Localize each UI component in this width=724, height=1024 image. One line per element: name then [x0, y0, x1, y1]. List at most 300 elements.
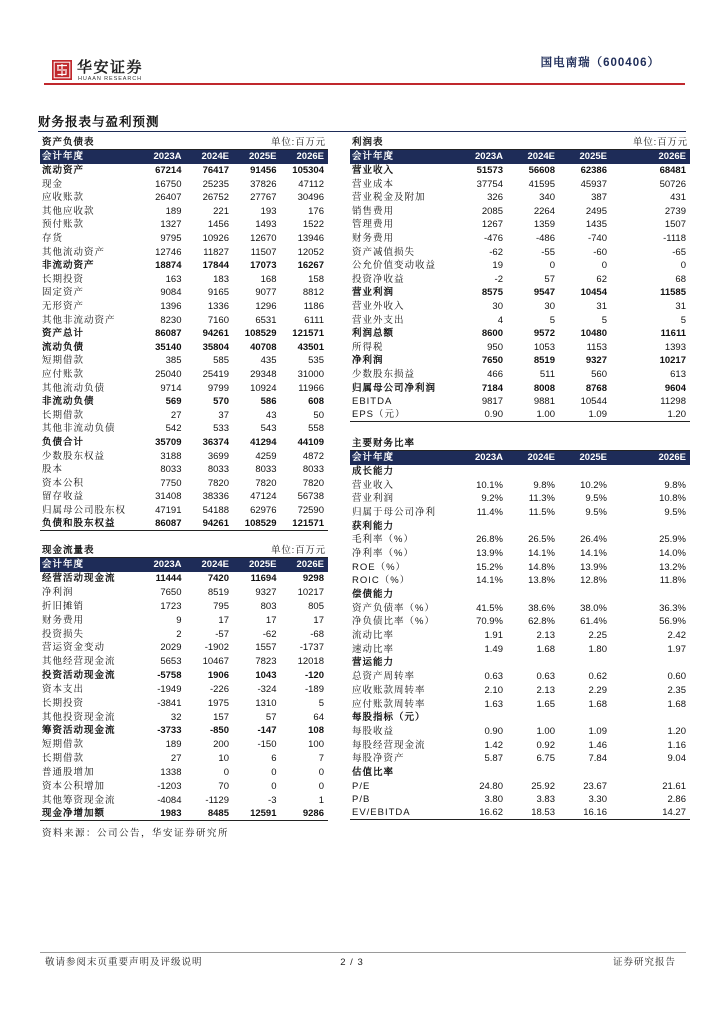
value-cell: 11827: [203, 246, 229, 258]
value-cell: 40708: [250, 341, 277, 353]
value-cell: 1.68: [536, 643, 555, 655]
ratios-row: [350, 547, 690, 561]
table-header-row: [40, 150, 328, 164]
value-cell: 14.27: [662, 807, 686, 819]
row-label: 现金: [42, 178, 64, 190]
row-label: 营业利润: [352, 493, 395, 505]
company-title: 国电南瑞（600406）: [540, 57, 660, 69]
unit-label: 单位:百万元: [271, 545, 326, 557]
ratios-row: [350, 533, 690, 547]
value-cell: 11.3%: [528, 493, 555, 505]
row-label: 营运能力: [352, 657, 395, 669]
cash-flow-row: [40, 780, 328, 794]
row-label: 长期投资: [42, 273, 85, 285]
value-cell: 62386: [580, 165, 607, 177]
value-cell: 47112: [298, 178, 324, 190]
value-cell: 6531: [255, 314, 277, 326]
balance-sheet-row: [40, 517, 328, 531]
value-cell: 9286: [302, 808, 324, 820]
row-label: EBITDA: [352, 396, 393, 408]
header-year: 2024E: [527, 452, 555, 464]
value-cell: [507, 711, 559, 725]
value-cell: 8519: [533, 355, 555, 367]
ratios-row: [350, 574, 690, 588]
value-cell: 31: [596, 300, 607, 312]
value-cell: 19: [492, 260, 503, 272]
value-cell: 94261: [202, 517, 229, 529]
balance-sheet-row: [40, 327, 328, 341]
value-cell: 8033: [302, 464, 324, 476]
cash-flow-row: [40, 766, 328, 780]
row-label: 长期投资: [42, 697, 85, 709]
value-cell: 13.9%: [580, 561, 607, 573]
value-cell: [611, 465, 690, 479]
balance-sheet-row: [40, 504, 328, 518]
row-label: 资产总计: [42, 328, 85, 340]
value-cell: 8230: [160, 314, 182, 326]
row-label: 资本公积: [42, 477, 85, 489]
row-label: 估值比率: [352, 766, 395, 778]
value-cell: -4084: [157, 794, 182, 806]
header-year: 2023A: [153, 559, 182, 571]
balance-sheet-row: [40, 205, 328, 219]
income-statement-row: [350, 178, 690, 192]
cash-flow-row: [40, 669, 328, 683]
value-cell: [559, 656, 611, 670]
value-cell: 9.8%: [533, 479, 555, 491]
table-title-row: [40, 137, 328, 150]
value-cell: 36.3%: [659, 602, 686, 614]
balance-sheet-row: [40, 218, 328, 232]
value-cell: 47191: [155, 504, 182, 516]
value-cell: 558: [308, 423, 324, 435]
balance-sheet-row: [40, 395, 328, 409]
row-label: 现金净增加额: [42, 808, 106, 820]
balance-sheet-row: [40, 368, 328, 382]
header-year: 2026E: [296, 559, 324, 571]
value-cell: 189: [165, 739, 182, 751]
value-cell: 8575: [481, 287, 503, 299]
ratios-row: [350, 711, 690, 725]
value-cell: 2.13: [536, 684, 555, 696]
value-cell: 385: [165, 355, 182, 367]
value-cell: -5758: [157, 670, 182, 682]
balance-sheet-row: [40, 449, 328, 463]
row-label: 应收账款: [42, 192, 85, 204]
value-cell: 11966: [298, 382, 324, 394]
value-cell: 21.61: [662, 780, 686, 792]
footer-disclaimer: 敬请参阅末页重要声明及评级说明: [45, 957, 203, 968]
value-cell: 27: [170, 753, 182, 765]
value-cell: 41595: [528, 178, 555, 190]
value-cell: 1.68: [588, 698, 607, 710]
value-cell: 1723: [160, 600, 182, 612]
data-source-note: 资料来源：公司公告，华安证券研究所: [42, 828, 230, 839]
cash-flow-row: [40, 724, 328, 738]
cash-flow-row: [40, 738, 328, 752]
ratios-row: [350, 629, 690, 643]
value-cell: 8033: [160, 464, 182, 476]
row-label: 流动比率: [352, 630, 395, 642]
value-cell: -147: [257, 725, 277, 737]
value-cell: -1203: [157, 780, 182, 792]
value-cell: [457, 520, 507, 534]
row-label: 投资活动现金流: [42, 670, 116, 682]
header-year: 2024E: [527, 151, 555, 163]
value-cell: 37826: [250, 178, 277, 190]
value-cell: 466: [487, 368, 503, 380]
value-cell: 16750: [155, 178, 182, 190]
value-cell: [559, 520, 611, 534]
value-cell: 1507: [664, 219, 686, 231]
value-cell: 57: [544, 273, 555, 285]
value-cell: 7650: [481, 355, 503, 367]
value-cell: 10.1%: [476, 479, 503, 491]
row-label: 所得税: [352, 341, 384, 353]
row-label: 每股经营现金流: [352, 739, 426, 751]
value-cell: 9817: [481, 396, 503, 408]
value-cell: 2085: [481, 205, 503, 217]
row-label: 归属母公司净利润: [352, 382, 437, 394]
value-cell: 10480: [580, 328, 607, 340]
row-label: ROIC（%）: [352, 575, 411, 587]
value-cell: -62: [262, 628, 277, 640]
value-cell: 1.00: [536, 725, 555, 737]
value-cell: 70: [218, 780, 229, 792]
value-cell: -150: [257, 739, 277, 751]
value-cell: 533: [213, 423, 229, 435]
value-cell: 9.04: [667, 753, 686, 765]
row-label: 负债合计: [42, 436, 85, 448]
value-cell: 586: [260, 396, 277, 408]
row-label: 净负债比率（%）: [352, 616, 435, 628]
value-cell: 9298: [302, 573, 324, 585]
balance-sheet-row: [40, 178, 328, 192]
value-cell: 41294: [250, 436, 277, 448]
row-label: EPS（元）: [352, 409, 406, 421]
row-label: 净利率（%）: [352, 548, 414, 560]
table-title-row: [350, 137, 690, 150]
header-label: 会计年度: [352, 452, 395, 464]
value-cell: 1522: [302, 219, 324, 231]
value-cell: 1557: [255, 642, 277, 654]
value-cell: [559, 766, 611, 780]
cash-flow-row: [40, 794, 328, 808]
table-body: [40, 572, 328, 821]
value-cell: 7823: [255, 656, 277, 668]
cash-flow-row: [40, 683, 328, 697]
value-cell: 26407: [155, 192, 182, 204]
value-cell: 1.80: [588, 643, 607, 655]
table-body: [350, 465, 690, 820]
income-statement-row: [350, 300, 690, 314]
ratios-row: [350, 602, 690, 616]
value-cell: 26.8%: [476, 534, 503, 546]
value-cell: -3733: [157, 725, 182, 737]
balance-sheet-row: [40, 232, 328, 246]
value-cell: 86087: [155, 517, 182, 529]
value-cell: 221: [213, 205, 229, 217]
row-label: 其他应收款: [42, 205, 95, 217]
value-cell: 2.10: [484, 684, 503, 696]
value-cell: 543: [260, 423, 277, 435]
value-cell: 1435: [585, 219, 607, 231]
logo-subtitle: HUAAN RESEARCH: [78, 76, 142, 82]
balance-sheet-row: [40, 259, 328, 273]
value-cell: 10467: [202, 656, 229, 668]
value-cell: 105304: [292, 165, 324, 177]
value-cell: 0: [318, 780, 324, 792]
value-cell: 11.4%: [476, 507, 503, 519]
value-cell: -62: [489, 246, 503, 258]
balance-sheet-row: [40, 409, 328, 423]
value-cell: 1: [318, 794, 324, 806]
value-cell: [559, 588, 611, 602]
value-cell: 62.8%: [528, 616, 555, 628]
row-label: P/E: [352, 780, 371, 792]
value-cell: 1983: [160, 808, 182, 820]
value-cell: 535: [308, 355, 324, 367]
value-cell: 0: [271, 780, 277, 792]
cash-flow-row: [40, 572, 328, 586]
value-cell: 1310: [255, 697, 277, 709]
value-cell: 121571: [292, 517, 324, 529]
value-cell: 3188: [160, 450, 182, 462]
value-cell: 7820: [302, 477, 324, 489]
page-number: 2 / 3: [340, 957, 364, 968]
value-cell: 70.9%: [476, 616, 503, 628]
value-cell: 38.0%: [580, 602, 607, 614]
value-cell: -1129: [205, 794, 229, 806]
balance-sheet-row: [40, 490, 328, 504]
value-cell: 36374: [202, 436, 229, 448]
row-label: 长期借款: [42, 409, 85, 421]
balance-sheet-row: [40, 436, 328, 450]
value-cell: [507, 656, 559, 670]
row-label: 其他流动资产: [42, 246, 106, 258]
ratios-row: [350, 766, 690, 780]
value-cell: -1949: [157, 683, 182, 695]
cash-flow-row: [40, 586, 328, 600]
income-statement-table: [350, 137, 690, 422]
row-label: 资本支出: [42, 683, 85, 695]
value-cell: 1359: [533, 219, 555, 231]
row-label: 无形资产: [42, 300, 85, 312]
income-statement-row: [350, 273, 690, 287]
header-year: 2023A: [153, 151, 182, 163]
value-cell: 387: [591, 192, 607, 204]
ratios-row: [350, 752, 690, 766]
value-cell: 18.53: [531, 807, 555, 819]
value-cell: 86087: [155, 328, 182, 340]
ratios-row: [350, 779, 690, 793]
value-cell: 10.8%: [659, 493, 686, 505]
unit-label: 单位:百万元: [271, 137, 326, 149]
row-label: 公允价值变动收益: [352, 260, 437, 272]
value-cell: 511: [539, 368, 555, 380]
value-cell: 25.9%: [659, 534, 686, 546]
value-cell: -3: [268, 794, 277, 806]
row-label: 速动比率: [352, 643, 395, 655]
value-cell: [507, 766, 559, 780]
value-cell: 0: [223, 766, 229, 778]
row-label: 每股收益: [352, 725, 395, 737]
balance-sheet-table: [40, 137, 328, 531]
value-cell: 25235: [202, 178, 229, 190]
income-statement-row: [350, 259, 690, 273]
row-label: 流动负债: [42, 341, 85, 353]
value-cell: -226: [209, 683, 229, 695]
row-label: 折旧摊销: [42, 600, 85, 612]
value-cell: 10.2%: [580, 479, 607, 491]
value-cell: [611, 766, 690, 780]
value-cell: 10217: [297, 587, 324, 599]
value-cell: 11444: [155, 573, 182, 585]
value-cell: 3.80: [484, 794, 503, 806]
value-cell: 2.29: [588, 684, 607, 696]
value-cell: 8812: [302, 287, 324, 299]
row-label: 偿债能力: [352, 589, 395, 601]
value-cell: 7: [318, 753, 324, 765]
income-statement-row: [350, 395, 690, 409]
value-cell: 7.84: [588, 753, 607, 765]
row-label: 其他流动负债: [42, 382, 106, 394]
value-cell: 13946: [297, 233, 324, 245]
value-cell: [457, 465, 507, 479]
row-label: 经营活动现金流: [42, 573, 116, 585]
row-label: 管理费用: [352, 219, 395, 231]
row-label: 总资产周转率: [352, 671, 416, 683]
value-cell: [611, 588, 690, 602]
value-cell: 68: [675, 273, 686, 285]
balance-sheet-row: [40, 300, 328, 314]
value-cell: 11694: [250, 573, 277, 585]
value-cell: 435: [260, 355, 277, 367]
value-cell: 0: [549, 260, 555, 272]
value-cell: 1336: [207, 300, 229, 312]
value-cell: 1456: [207, 219, 229, 231]
header-year: 2025E: [249, 559, 277, 571]
value-cell: 1.20: [667, 725, 686, 737]
row-label: 其他投资现金流: [42, 711, 116, 723]
value-cell: -60: [593, 246, 607, 258]
income-statement-row: [350, 368, 690, 382]
value-cell: 9714: [160, 382, 182, 394]
value-cell: [507, 588, 559, 602]
row-label: 负债和股东权益: [42, 517, 116, 529]
value-cell: 12.8%: [580, 575, 607, 587]
ratios-row: [350, 588, 690, 602]
value-cell: 10217: [659, 355, 686, 367]
value-cell: 1906: [207, 670, 229, 682]
value-cell: 7650: [160, 587, 182, 599]
value-cell: 0: [318, 766, 324, 778]
ratios-row: [350, 561, 690, 575]
unit-label: 单位:百万元: [633, 137, 688, 149]
value-cell: 1.91: [484, 630, 503, 642]
value-cell: 570: [213, 396, 229, 408]
income-statement-row: [350, 246, 690, 260]
value-cell: 10926: [202, 233, 229, 245]
value-cell: 1267: [481, 219, 503, 231]
value-cell: [457, 588, 507, 602]
value-cell: 1.00: [536, 409, 555, 421]
value-cell: 30: [492, 300, 503, 312]
value-cell: 13.2%: [659, 561, 686, 573]
value-cell: 35804: [202, 341, 229, 353]
value-cell: 26.5%: [528, 534, 555, 546]
value-cell: 0.60: [667, 671, 686, 683]
value-cell: 0.62: [588, 671, 607, 683]
row-label: 预付账款: [42, 219, 85, 231]
row-label: 每股指标（元）: [352, 712, 426, 724]
cash-flow-row: [40, 807, 328, 821]
row-label: 营业外收入: [352, 300, 405, 312]
value-cell: -120: [304, 670, 324, 682]
value-cell: 76417: [202, 165, 229, 177]
value-cell: 3699: [207, 450, 229, 462]
ratios-row: [350, 615, 690, 629]
value-cell: 100: [308, 739, 324, 751]
value-cell: 5: [549, 314, 555, 326]
value-cell: 1186: [303, 300, 324, 312]
value-cell: 43: [265, 409, 277, 421]
value-cell: 2.42: [667, 630, 686, 642]
value-cell: 0: [601, 260, 607, 272]
row-label: 非流动资产: [42, 260, 95, 272]
value-cell: -1737: [299, 642, 324, 654]
value-cell: 10544: [580, 396, 607, 408]
value-cell: 13.9%: [476, 548, 503, 560]
table-title-row: [350, 438, 690, 451]
value-cell: 108: [308, 725, 324, 737]
ratios-row: [350, 479, 690, 493]
row-label: 净利润: [352, 355, 384, 367]
value-cell: 158: [308, 273, 324, 285]
value-cell: -3841: [157, 697, 182, 709]
balance-sheet-row: [40, 273, 328, 287]
header-year: 2023A: [475, 452, 503, 464]
value-cell: 50: [313, 409, 324, 421]
value-cell: 12052: [297, 246, 324, 258]
value-cell: 27: [170, 409, 182, 421]
ratios-row: [350, 492, 690, 506]
row-label: 固定资产: [42, 287, 85, 299]
table-title: 资产负债表: [42, 137, 95, 149]
row-label: 营业收入: [352, 165, 395, 177]
value-cell: 56608: [528, 165, 555, 177]
row-label: 每股净资产: [352, 753, 405, 765]
value-cell: 1338: [160, 766, 182, 778]
value-cell: 193: [260, 205, 277, 217]
value-cell: 14.1%: [580, 548, 607, 560]
value-cell: 1.09: [588, 725, 607, 737]
value-cell: 37754: [476, 178, 503, 190]
value-cell: 1975: [207, 697, 229, 709]
balance-sheet-row: [40, 477, 328, 491]
value-cell: 31408: [155, 491, 182, 503]
value-cell: 2495: [585, 205, 607, 217]
row-label: 归属母公司股东权: [42, 504, 127, 516]
row-label: 获利能力: [352, 520, 395, 532]
value-cell: 183: [213, 273, 229, 285]
value-cell: 0.63: [484, 671, 503, 683]
value-cell: 30: [544, 300, 555, 312]
value-cell: 25419: [202, 368, 229, 380]
value-cell: 7820: [207, 477, 229, 489]
value-cell: 1.46: [588, 739, 607, 751]
row-label: 营运资金变动: [42, 642, 106, 654]
